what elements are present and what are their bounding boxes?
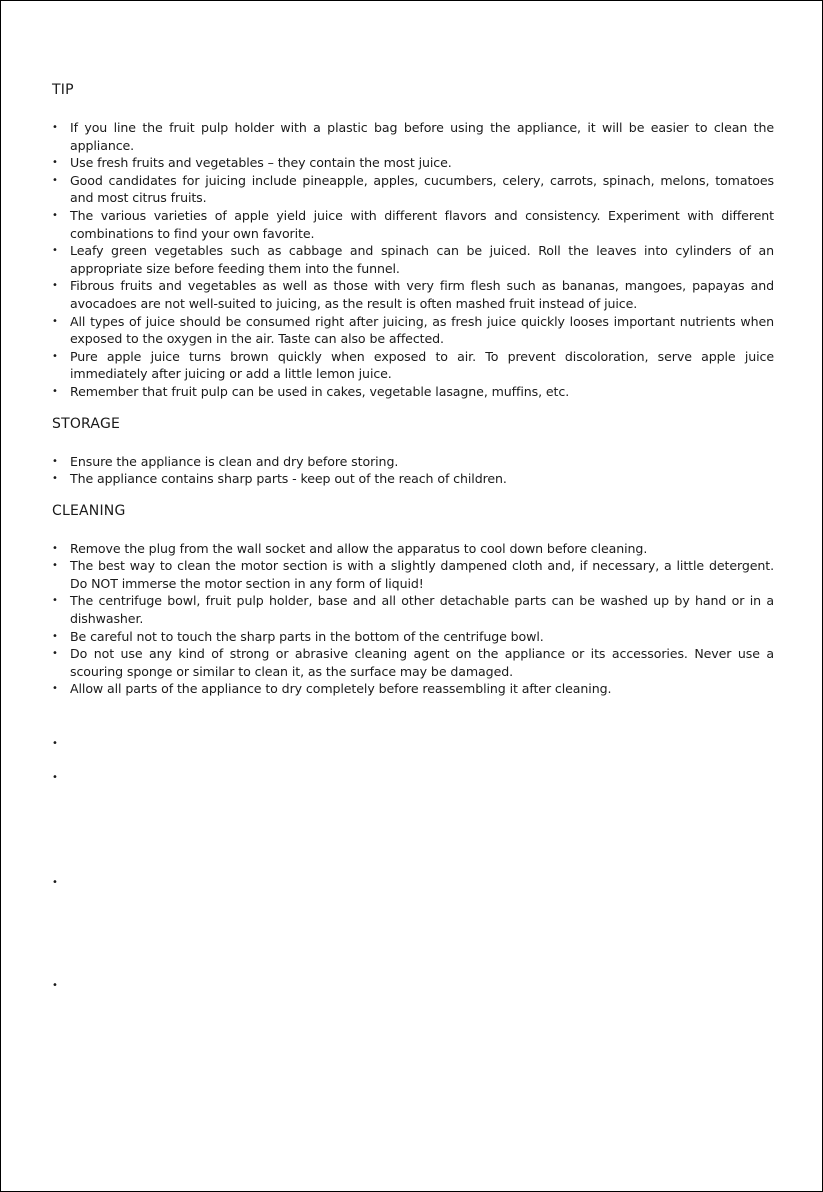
tip-item: • Use fresh fruits and vegetables – they contain the most juice. <box>52 154 774 172</box>
tip-item: • The various varieties of apple yield juice with different flavors and consistency. Experiment with different combinations to find your own favorite. <box>52 207 774 242</box>
tip-item: • All types of juice should be consumed right after juicing, as fresh juice quickly looses important nutrients when exposed to the oxygen in the air. Taste can also be affected. <box>52 313 774 348</box>
storage-heading: STORAGE <box>52 415 121 432</box>
cleaning-item: • Be careful not to touch the sharp parts in the bottom of the centrifuge bowl. <box>52 628 774 646</box>
cleaning-item: • The best way to clean the motor section is with a slightly dampened cloth and, if necessary, a little detergent. Do NOT immerse the motor section in any form of liquid! <box>52 557 774 592</box>
document-body <box>52 80 774 698</box>
tip-item: • Remember that fruit pulp can be used in cakes, vegetable lasagne, muffins, etc. <box>52 383 774 401</box>
cleaning-item: • Do not use any kind of strong or abrasive cleaning agent on the appliance or its accessories. Never use a scouring sponge or similar to clean it, as the surface may be damaged. <box>52 645 774 680</box>
stray-bullet: • <box>52 980 58 991</box>
tip-item: • If you line the fruit pulp holder with a plastic bag before using the appliance, it will be easier to clean the appliance. <box>52 119 774 154</box>
cleaning-heading: CLEANING <box>52 502 126 519</box>
tip-heading: TIP <box>52 82 74 98</box>
tip-item: • Good candidates for juicing include pineapple, apples, cucumbers, celery, carrots, spinach, melons, tomatoes and most citrus fruits. <box>52 172 774 207</box>
stray-bullet: • <box>52 772 58 783</box>
tip-item: • Pure apple juice turns brown quickly when exposed to air. To prevent discoloration, serve apple juice immediately after juicing or add a little lemon juice. <box>52 348 774 383</box>
tip-item: • Fibrous fruits and vegetables as well as those with very firm flesh such as bananas, mangoes, papayas and avocadoes are not well-suited to juicing, as the result is often mashed fruit instead of juice. <box>52 277 774 312</box>
storage-item: • The appliance contains sharp parts - keep out of the reach of children. <box>52 470 774 488</box>
cleaning-item: • Remove the plug from the wall socket and allow the apparatus to cool down before cleaning. <box>52 540 774 558</box>
storage-item: • Ensure the appliance is clean and dry before storing. <box>52 453 774 471</box>
cleaning-list <box>52 540 774 698</box>
tip-list <box>52 119 774 401</box>
cleaning-item: • The centrifuge bowl, fruit pulp holder, base and all other detachable parts can be washed up by hand or in a dishwasher. <box>52 592 774 627</box>
tip-item: • Leafy green vegetables such as cabbage and spinach can be juiced. Roll the leaves into cylinders of an appropriate size before feeding them into the funnel. <box>52 242 774 277</box>
stray-bullet: • <box>52 877 58 888</box>
storage-list <box>52 453 774 488</box>
stray-bullet: • <box>52 738 58 749</box>
cleaning-item: • Allow all parts of the appliance to dry completely before reassembling it after cleaning. <box>52 680 774 698</box>
